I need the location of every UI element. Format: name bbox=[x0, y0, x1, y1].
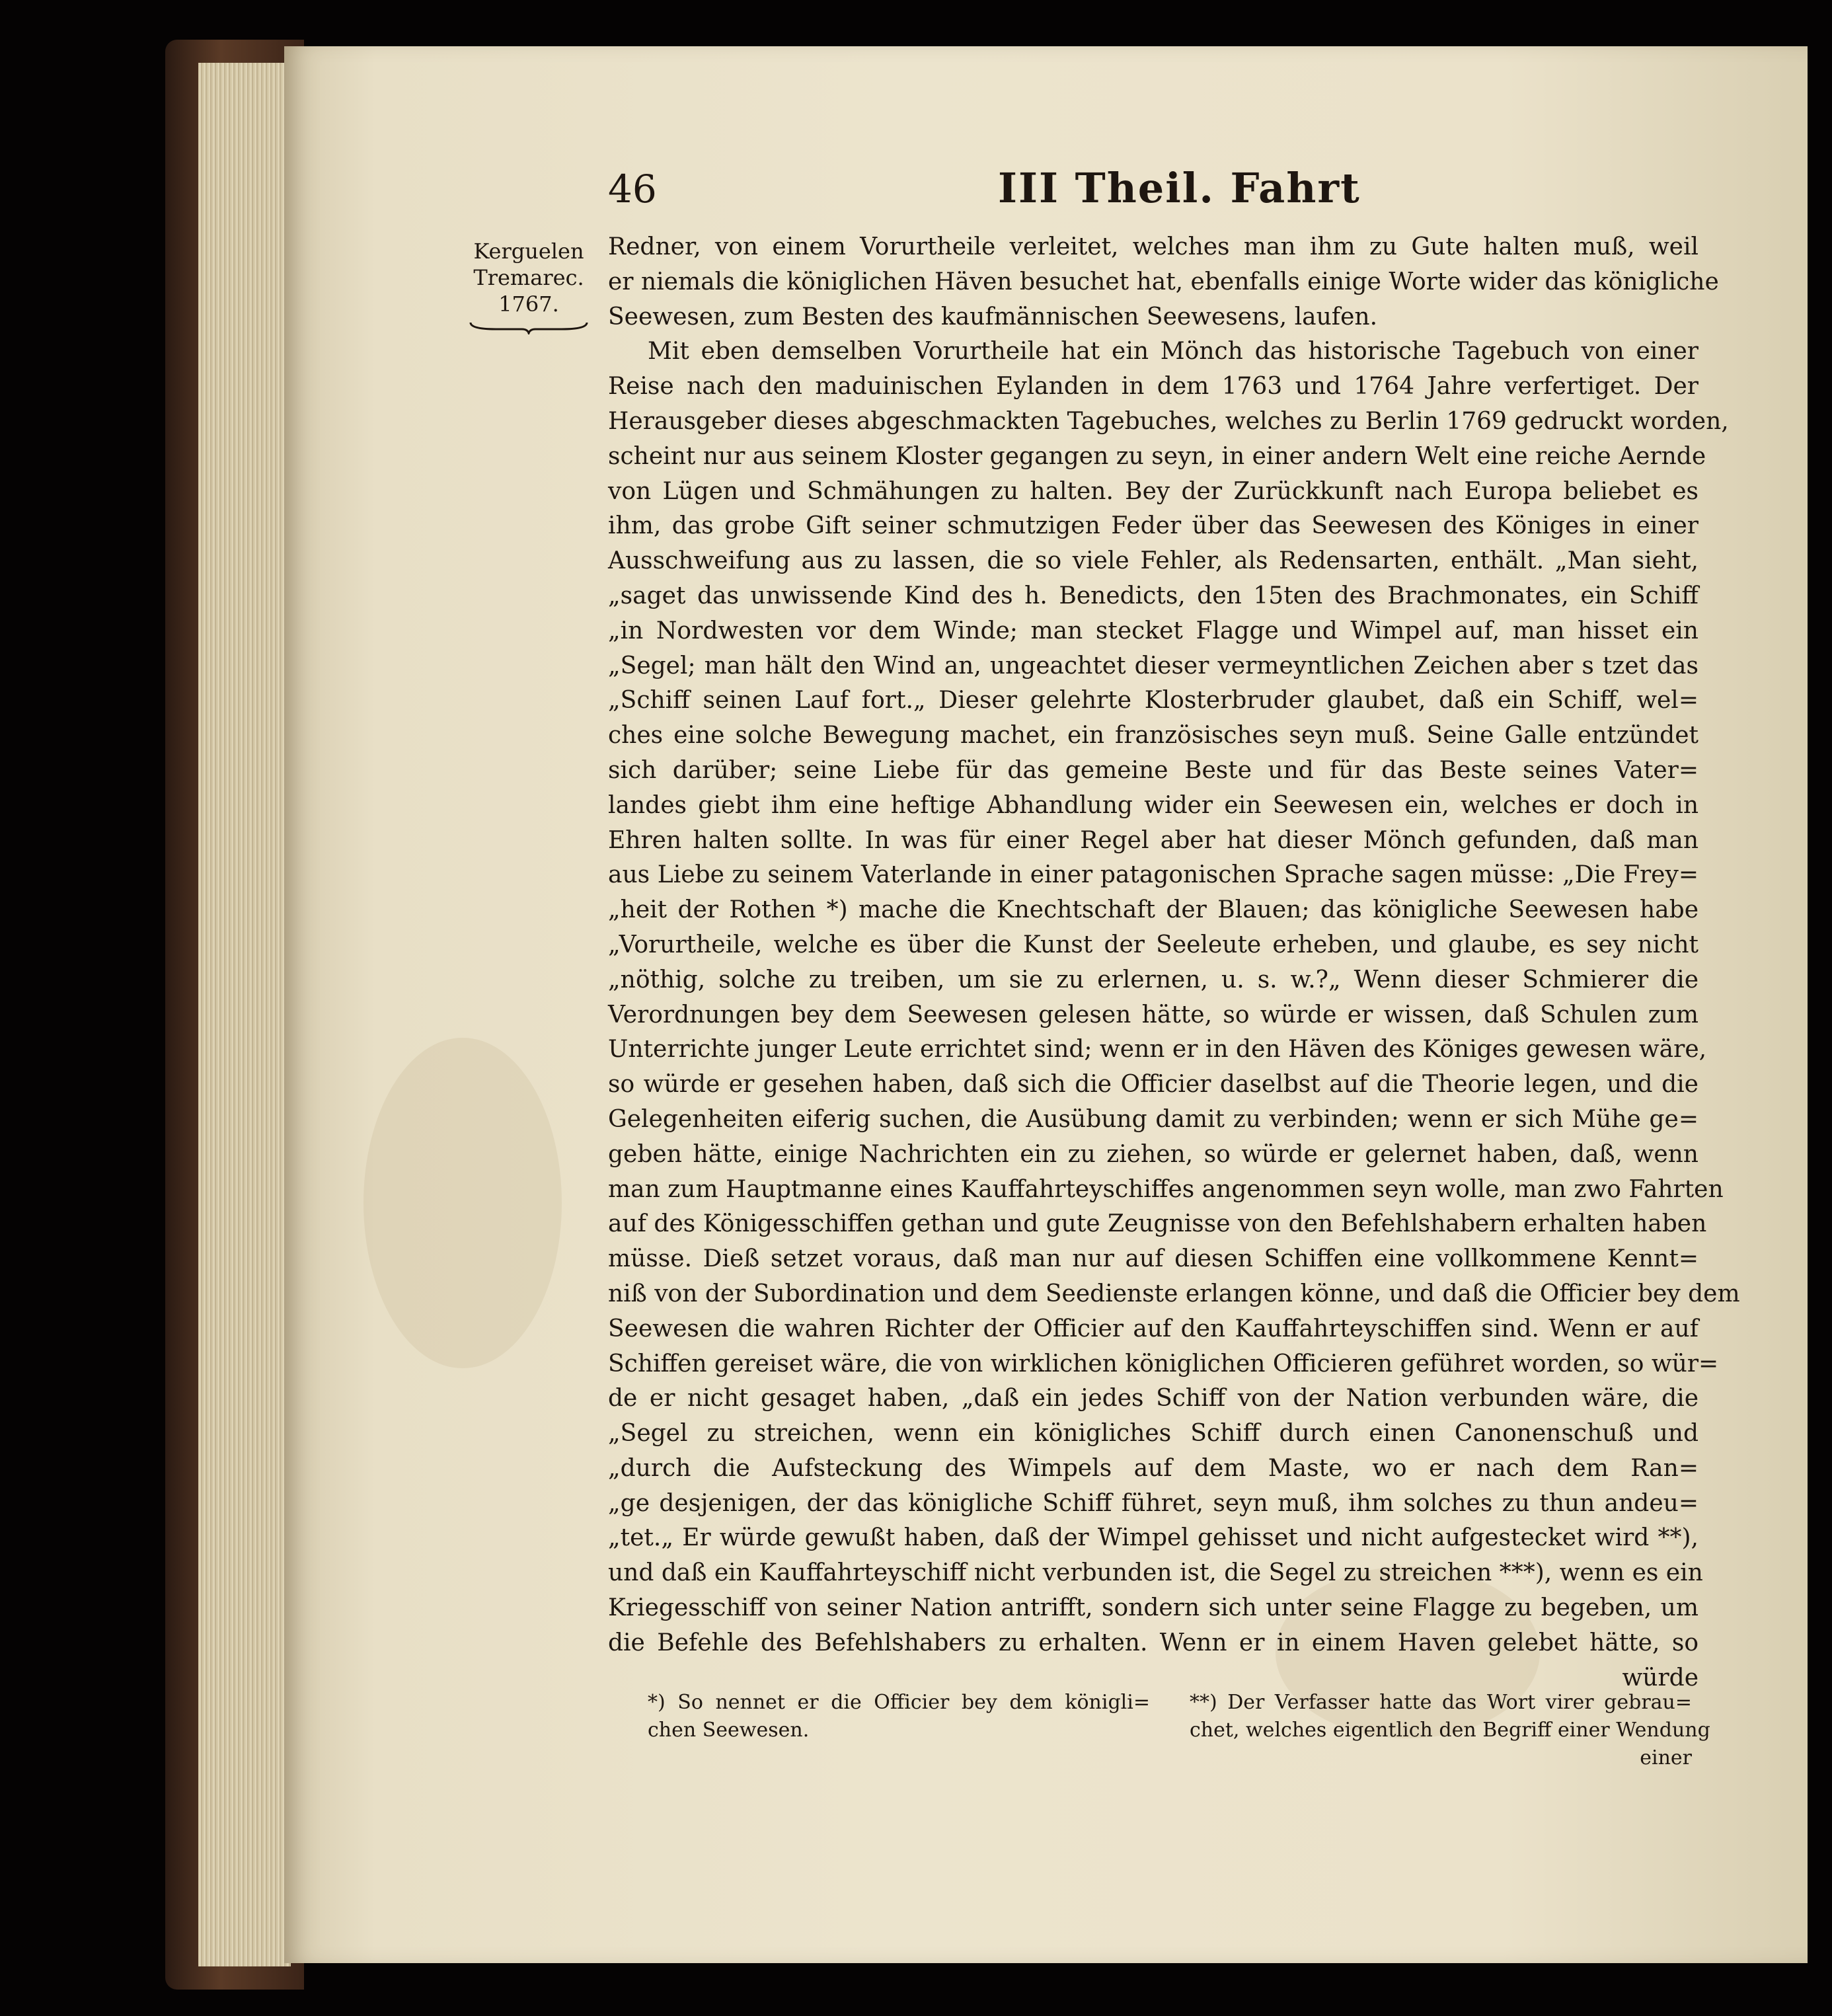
body-line: „saget das unwissende Kind des h. Benedicts, den 15ten des Brachmonates, ein Schiff bbox=[608, 582, 1698, 609]
footnote-line: chet, welches eigentlich den Begriff einer Wendung bbox=[1190, 1719, 1710, 1742]
body-line: „durch die Aufsteckung des Wimpels auf dem Maste, wo er nach dem Ran= bbox=[608, 1454, 1698, 1482]
body-line: „in Nordwesten vor dem Winde; man stecket Flagge und Wimpel auf, man hisset ein bbox=[608, 617, 1698, 644]
footnote-line: chen Seewesen. bbox=[648, 1719, 810, 1742]
body-line: sich darüber; seine Liebe für das gemeine Beste und für das Beste seines Vater= bbox=[608, 756, 1698, 784]
margin-brace-icon bbox=[469, 320, 588, 334]
paper-stain bbox=[363, 1038, 562, 1368]
body-line: „tet.„ Er würde gewußt haben, daß der Wimpel gehisset und nicht aufgestecket wird **), bbox=[608, 1524, 1698, 1552]
body-line: ches eine solche Bewegung machet, ein französisches seyn muß. Seine Galle entzündet bbox=[608, 722, 1698, 750]
body-line: Unterrichte junger Leute errichtet sind; wenn er in den Häven des Königes gewesen wäre, bbox=[608, 1036, 1707, 1064]
footnote-left bbox=[648, 1689, 1150, 1744]
footnote-line: *) So nennet er die Officier bey dem königli= bbox=[648, 1691, 1150, 1714]
body-line: die Befehle des Befehlshabers zu erhalten. Wenn er in einem Haven gelebet hätte, so bbox=[608, 1629, 1698, 1656]
body-line: Seewesen die wahren Richter der Officier auf den Kauffahrteyschiffen sind. Wenn er auf bbox=[608, 1315, 1698, 1342]
body-line: Ehren halten sollte. In was für einer Regel aber hat dieser Mönch gefunden, daß man bbox=[608, 826, 1698, 854]
page-stack-edge bbox=[198, 63, 291, 1966]
body-line: „heit der Rothen *) mache die Knechtschaft der Blauen; das königliche Seewesen habe bbox=[608, 896, 1698, 924]
body-line: er niemals die königlichen Häven besuchet hat, ebenfalls einige Worte wider das königliche bbox=[608, 268, 1719, 295]
body-line: Verordnungen bey dem Seewesen gelesen hätte, so würde er wissen, daß Schulen zum bbox=[608, 1001, 1698, 1028]
page-number: 46 bbox=[608, 167, 657, 212]
catchword: würde bbox=[1622, 1664, 1698, 1691]
footnote-right bbox=[1190, 1689, 1710, 1772]
body-text bbox=[608, 230, 1740, 1695]
body-line: niß von der Subordination und dem Seedienste erlangen könne, und daß die Officier bey dem bbox=[608, 1280, 1740, 1307]
margin-note-year: 1767. bbox=[498, 291, 559, 317]
footnote-line: **) Der Verfasser hatte das Wort virer gebrau= bbox=[1190, 1691, 1692, 1714]
body-line: Reise nach den maduinischen Eylanden in dem 1763 und 1764 Jahre verfertiget. Der bbox=[608, 373, 1698, 401]
body-line: „Segel; man hält den Wind an, ungeachtet dieser vermeyntlichen Zeichen aber s tzet das bbox=[608, 652, 1698, 679]
body-line: de er nicht gesaget haben, „daß ein jedes Schiff von der Nation verbunden wäre, die bbox=[608, 1385, 1698, 1413]
body-line: Gelegenheiten eiferig suchen, die Ausübung damit zu verbinden; wenn er sich Mühe ge= bbox=[608, 1105, 1698, 1133]
body-line: „Segel zu streichen, wenn ein königliches Schiff durch einen Canonenschuß und bbox=[608, 1420, 1698, 1448]
body-line: auf des Königesschiffen gethan und gute Zeugnisse von den Befehlshabern erhalten haben bbox=[608, 1210, 1707, 1238]
running-title: III Theil. Fahrt bbox=[998, 164, 1361, 212]
body-line: „nöthig, solche zu treiben, um sie zu erlernen, u. s. w.?„ Wenn dieser Schmierer die bbox=[608, 966, 1698, 993]
body-line: landes giebt ihm eine heftige Abhandlung wider ein Seewesen ein, welches er doch in bbox=[608, 791, 1698, 819]
body-line: „ge desjenigen, der das königliche Schiff führet, seyn muß, ihm solches zu thun andeu= bbox=[608, 1489, 1698, 1517]
body-line: man zum Hauptmanne eines Kauffahrteyschiffes angenommen seyn wolle, man zwo Fahrten bbox=[608, 1175, 1724, 1203]
body-line: von Lügen und Schmähungen zu halten. Bey der Zurückkunft nach Europa beliebet es bbox=[608, 477, 1698, 505]
body-line: Kriegesschiff von seiner Nation antrifft, sondern sich unter seine Flagge zu begeben, um bbox=[608, 1594, 1698, 1622]
body-line: Herausgeber dieses abgeschmackten Tagebuches, welches zu Berlin 1769 gedruckt worden, bbox=[608, 407, 1729, 435]
body-line: aus Liebe zu seinem Vaterlande in einer patagonischen Sprache sagen müsse: „Die Frey= bbox=[608, 861, 1698, 889]
body-line: „Vorurtheile, welche es über die Kunst der Seeleute erheben, und glaube, es sey nicht bbox=[608, 931, 1698, 958]
body-line: ihm, das grobe Gift seiner schmutzigen Feder über das Seewesen des Königes in einer bbox=[608, 512, 1698, 540]
body-line: so würde er gesehen haben, daß sich die Officier daselbst auf die Theorie legen, und die bbox=[608, 1071, 1698, 1099]
body-line: scheint nur aus seinem Kloster gegangen zu seyn, in einer andern Welt eine reiche Aernde bbox=[608, 442, 1706, 470]
body-line: Redner, von einem Vorurtheile verleitet, welches man ihm zu Gute halten muß, weil bbox=[608, 233, 1698, 260]
body-line: müsse. Dieß setzet voraus, daß man nur auf diesen Schiffen eine vollkommene Kennt= bbox=[608, 1245, 1698, 1273]
margin-note bbox=[463, 238, 595, 334]
margin-note-name: Kerguelen bbox=[473, 239, 584, 264]
body-line: geben hätte, einige Nachrichten ein zu ziehen, so würde er gelernet haben, daß, wenn bbox=[608, 1140, 1698, 1168]
body-line: „Schiff seinen Lauf fort.„ Dieser gelehrte Klosterbruder glaubet, daß ein Schiff, wel= bbox=[608, 687, 1698, 715]
footnote-line: einer bbox=[1640, 1746, 1692, 1769]
body-line: Mit eben demselben Vorurtheile hat ein Mönch das historische Tagebuch von einer bbox=[648, 338, 1698, 366]
body-line: und daß ein Kauffahrteyschiff nicht verbunden ist, die Segel zu streichen ***), wenn es ein bbox=[608, 1559, 1703, 1587]
body-line: Seewesen, zum Besten des kaufmännischen Seewesens, laufen. bbox=[608, 303, 1378, 330]
body-line: Ausschweifung aus zu lassen, die so viele Fehler, als Redensarten, enthält. „Man sieht, bbox=[608, 547, 1698, 575]
margin-note-surname: Tremarec. bbox=[473, 265, 584, 290]
body-line: Schiffen gereiset wäre, die von wirklichen königlichen Officieren geführet worden, so wür= bbox=[608, 1350, 1719, 1377]
